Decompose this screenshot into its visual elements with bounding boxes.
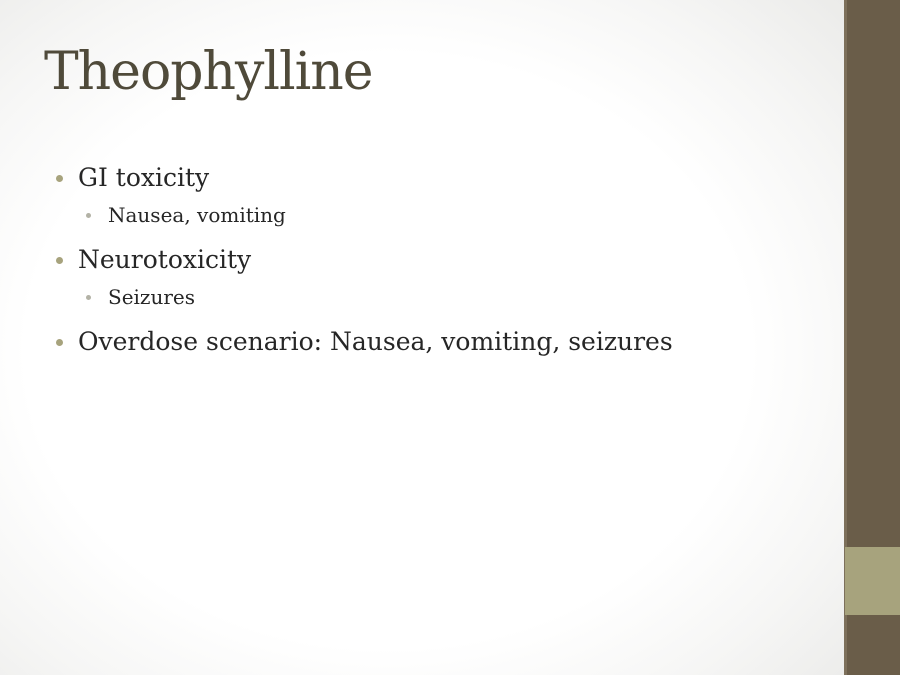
sub-bullet-item-nausea-vomiting xyxy=(54,198,814,232)
bullet-item-overdose-scenario xyxy=(54,322,814,362)
sub-bullet-item-seizures xyxy=(54,280,814,314)
bullet-list xyxy=(54,158,814,362)
bullet-text: Neurotoxicity xyxy=(78,245,252,274)
bullet-dot-icon xyxy=(56,257,63,264)
side-decor-accent xyxy=(845,547,900,615)
sub-bullet-dot-icon xyxy=(86,295,91,300)
bullet-item-neurotoxicity xyxy=(54,240,814,280)
bullet-item-gi-toxicity xyxy=(54,158,814,198)
sub-bullet-dot-icon xyxy=(86,213,91,218)
sub-bullet-text: Seizures xyxy=(108,285,196,309)
bullet-dot-icon xyxy=(56,175,63,182)
slide-title: Theophylline xyxy=(44,42,373,102)
bullet-text: GI toxicity xyxy=(78,163,210,192)
bullet-dot-icon xyxy=(56,339,63,346)
sub-bullet-text: Nausea, vomiting xyxy=(108,203,286,227)
bullet-text: Overdose scenario: Nausea, vomiting, seizures xyxy=(78,327,673,356)
